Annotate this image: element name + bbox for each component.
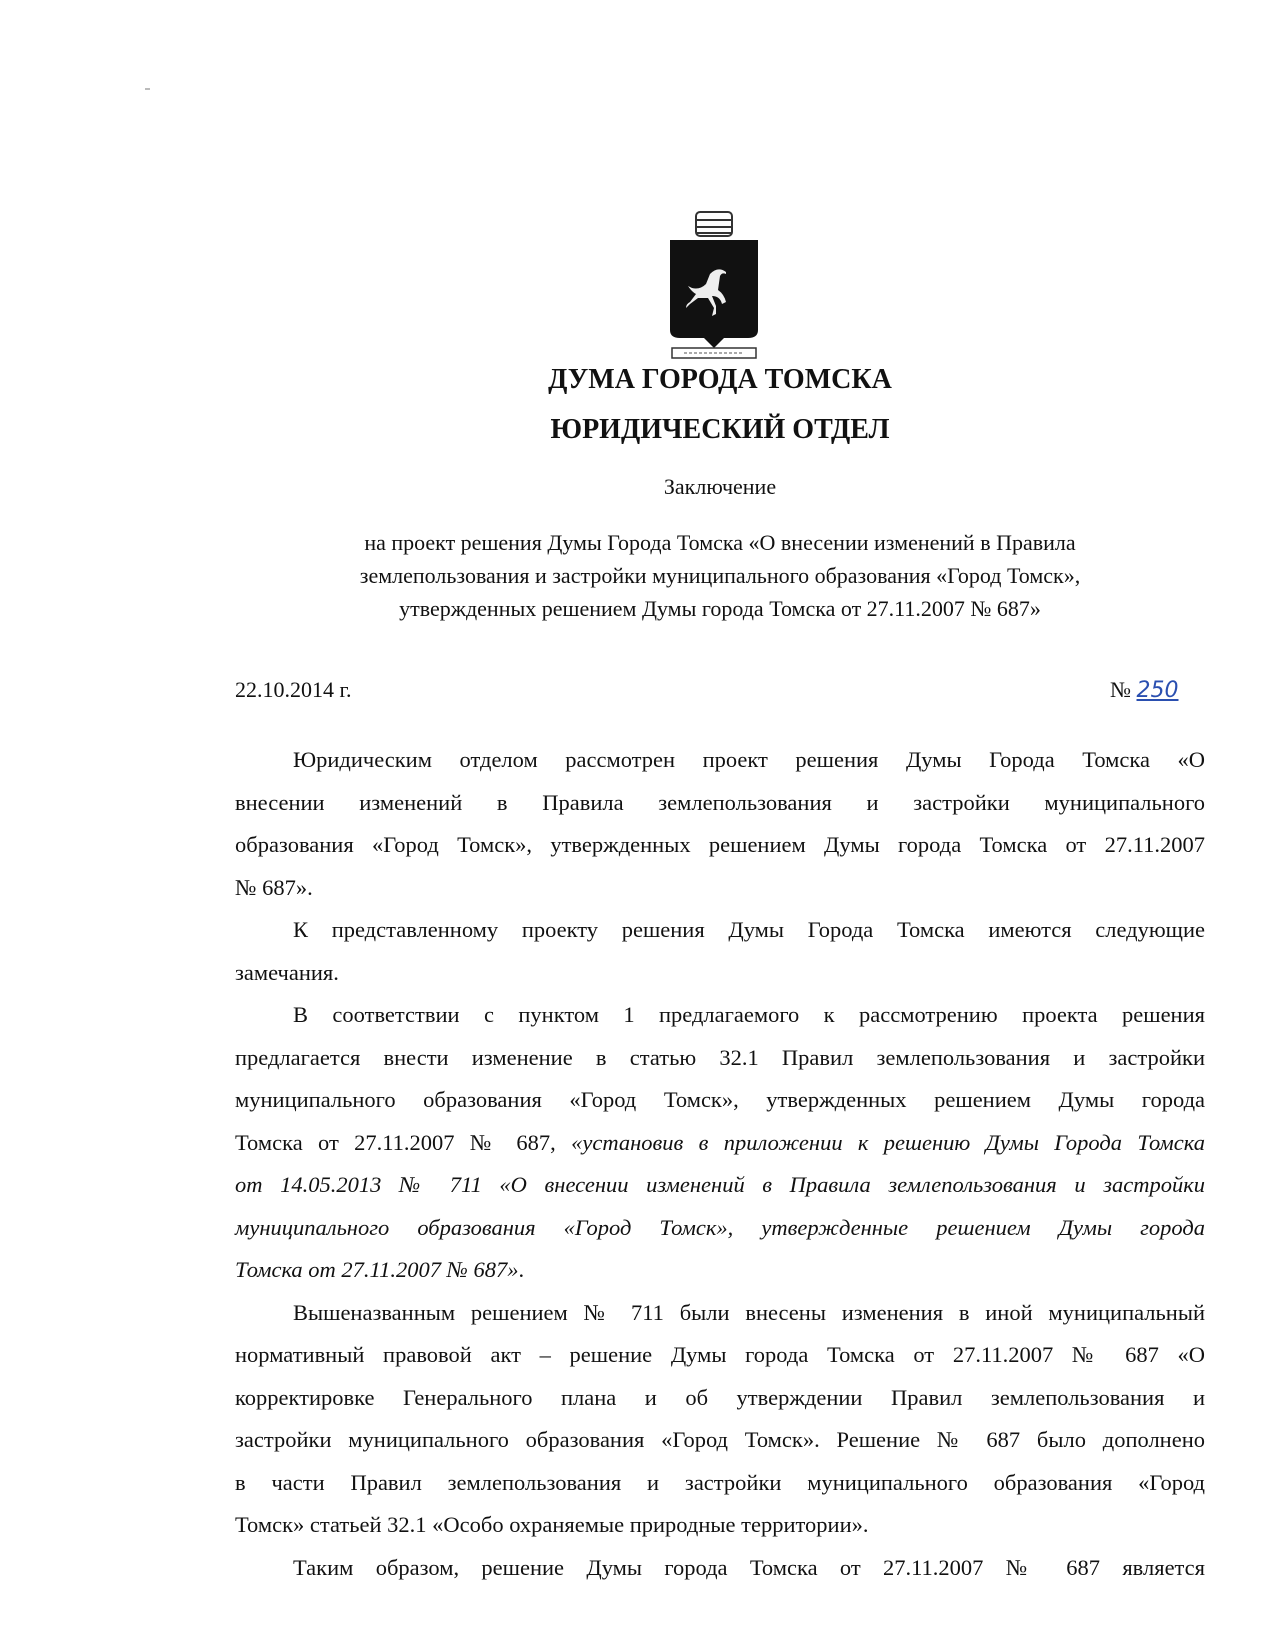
handwritten-number: 250 — [1136, 678, 1179, 703]
text-line — [235, 782, 1205, 825]
text-segment: «установив в приложении к решению Думы Города Томска — [571, 1129, 1205, 1155]
text-line — [235, 1377, 1205, 1420]
subject-line: утвержденных решением Думы города Томска от 27.11.2007 № 687» — [399, 596, 1041, 621]
doc-type: Заключение — [663, 474, 777, 499]
crown-icon — [696, 212, 732, 236]
text-segment: № 687». — [235, 874, 313, 900]
ribbon-icon — [672, 348, 756, 358]
text-segment: Юридическим отделом рассмотрен проект решения Думы Города Томска «О — [293, 747, 1205, 772]
text-segment: Томска от 27.11.2007 № 687» — [235, 1257, 519, 1282]
tomsk-coat-of-arms-logo — [664, 208, 764, 368]
text-line — [235, 1037, 1205, 1080]
text-segment: К представленному проекту решения Думы Города Томска имеются следующие — [293, 917, 1205, 942]
text-line — [235, 824, 1205, 867]
text-segment: внесении изменений в Правила землепользования и застройки муниципального — [235, 789, 1205, 815]
text-segment: корректировке Генерального плана и об утверждении Правил землепользования и — [235, 1384, 1205, 1410]
text-line — [235, 1419, 1205, 1462]
text-line — [235, 1249, 1205, 1292]
text-segment: муниципального образования «Город Томск», утвержденные решением Думы города — [235, 1214, 1205, 1240]
text-line — [235, 739, 1205, 782]
text-line — [235, 994, 1205, 1037]
subject — [235, 526, 1205, 625]
doc-date: 22.10.2014 г. — [235, 677, 352, 702]
text-line — [235, 1122, 1205, 1165]
text-segment: Таким образом, решение Думы города Томска от 27.11.2007 № 687 является — [293, 1554, 1205, 1580]
text-line — [235, 1547, 1205, 1590]
department-title: ЮРИДИЧЕСКИЙ ОТДЕЛ — [550, 414, 890, 445]
text-segment: нормативный правовой акт – решение Думы города Томска от 27.11.2007 № 687 «О — [235, 1342, 1205, 1367]
text-segment: образования «Город Томск», утвержденных решением Думы города Томска от 27.11.2007 — [235, 832, 1205, 857]
text-segment: Вышеназванным решением № 711 были внесены изменения в иной муниципальный — [293, 1299, 1205, 1325]
text-line — [235, 1462, 1205, 1505]
org-title: ДУМА ГОРОДА ТОМСКА — [548, 364, 892, 395]
subject-line: на проект решения Думы Города Томска «О внесении изменений в Правила — [364, 530, 1076, 555]
text-segment: замечания. — [235, 959, 339, 985]
text-segment: муниципального образования «Город Томск», утвержденных решением Думы города — [235, 1087, 1205, 1112]
text-line — [235, 1334, 1205, 1377]
text-line — [235, 1292, 1205, 1335]
subject-line: землепользования и застройки муниципального образования «Город Томск», — [359, 563, 1081, 588]
text-line — [235, 952, 1205, 995]
text-segment: Томска от 27.11.2007 № 687, — [235, 1129, 572, 1155]
text-line — [235, 909, 1205, 952]
number-prefix: № — [1110, 677, 1131, 702]
text-segment: предлагается внести изменение в статью 32.1 Правил землепользования и застройки — [235, 1044, 1205, 1070]
body-text — [235, 739, 1205, 1589]
text-line — [235, 1207, 1205, 1250]
text-line — [235, 1079, 1205, 1122]
scan-speck — [145, 88, 150, 90]
text-line — [235, 1164, 1205, 1207]
text-segment: . — [518, 1257, 525, 1282]
text-segment: В соответствии с пунктом 1 предлагаемого к рассмотрению проекта решения — [293, 1002, 1205, 1027]
doc-number — [1110, 677, 1179, 703]
text-segment: от 14.05.2013 № 711 «О внесении изменений в Правила землепользования и застройки — [235, 1172, 1205, 1197]
text-segment: Томск» статьей 32.1 «Особо охраняемые природные территории». — [235, 1512, 869, 1537]
text-line — [235, 867, 1205, 910]
text-line — [235, 1504, 1205, 1547]
text-segment: в части Правил землепользования и застройки муниципального образования «Город — [235, 1469, 1205, 1495]
text-segment: застройки муниципального образования «Город Томск». Решение № 687 было дополнено — [235, 1427, 1205, 1452]
